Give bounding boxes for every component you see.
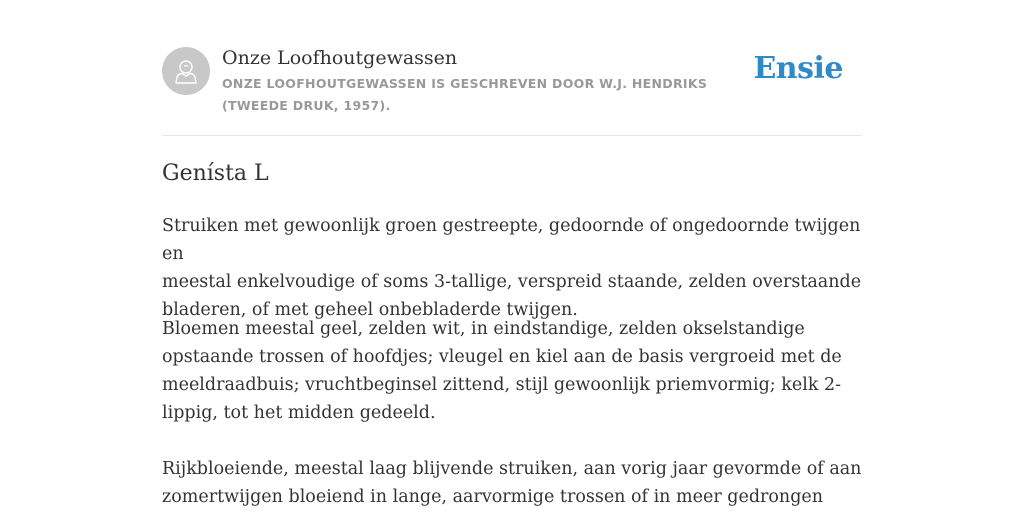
entry-paragraph-3: Rijkbloeiende, meestal laag blijvende struiken, aan vorig jaar gevormde of aan zomertwijgen bloeiend in lange, aarvormige trossen of in meer gedrongen bbox=[162, 459, 862, 507]
page-container bbox=[162, 0, 862, 507]
author-avatar[interactable] bbox=[162, 47, 210, 95]
entry-title: Genísta L bbox=[162, 161, 269, 186]
entry-paragraph-2: Bloemen meestal geel, zelden wit, in eindstandige, zelden okselstandige opstaande trossen of hoofdjes; vleugel en kiel aan de basis vergroeid met de meeldraadbuis; vruchtbeginsel zittend, stijl gewoonlijk priemvormig; kelk 2- lippig, tot het midden gedeeld. bbox=[162, 319, 842, 423]
ensie-logo[interactable]: Ensie bbox=[753, 51, 843, 86]
entry-paragraph-1: Struiken met gewoonlijk groen gestreepte, gedoornde of ongedoornde twijgen en meestal enkelvoudige of soms 3-tallige, verspreid staande, zelden overstaande bladeren, of met geheel onbebladerde twijgen. bbox=[162, 216, 862, 320]
book-description: ONZE LOOFHOUTGEWASSEN IS GESCHREVEN DOOR W.J. HENDRIKS (TWEEDE DRUK, 1957). bbox=[222, 76, 708, 113]
book-title[interactable]: Onze Loofhoutgewassen bbox=[222, 47, 458, 69]
book-header bbox=[162, 0, 862, 136]
user-icon bbox=[171, 56, 201, 86]
